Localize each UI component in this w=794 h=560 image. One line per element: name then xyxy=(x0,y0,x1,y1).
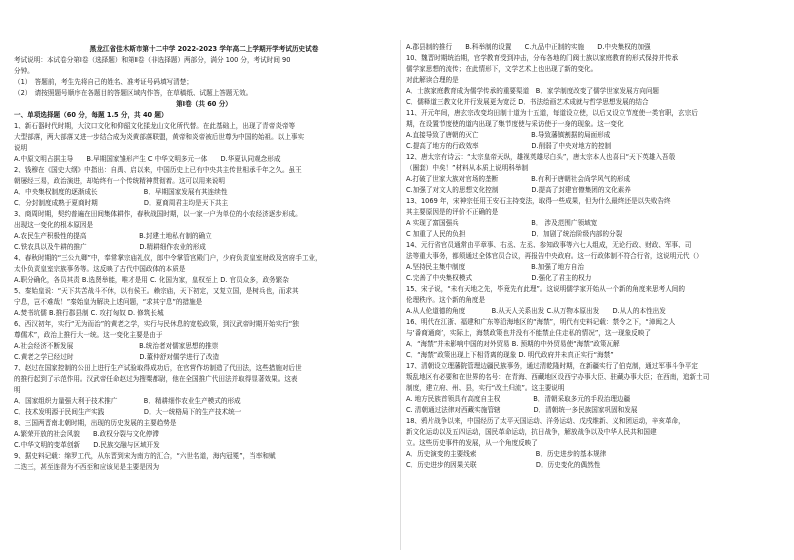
text-line: C.完善了中央集权模式 D.强化了君主的权力 xyxy=(406,274,592,282)
text-line: （圈套）中矣！”材料从本质上说明科举制 xyxy=(406,164,529,172)
text-line: A 实现了富国强兵 B． 涉及范围广领域宽 xyxy=(406,219,598,227)
text-line: （1） 答题前，考生先将自己的姓名、准考证号码填写清楚； xyxy=(14,78,193,86)
text-line: 第Ⅰ卷（共 60 分） xyxy=(176,100,232,108)
text-line: 2、钱穆在《国史大纲》中指出：自禹、启以来，中国历史上已有中央共主传世相承千年之久。虽王 xyxy=(14,166,302,174)
text-line: 儒学家思想的流传；在此情形下，文学艺术上也出现了新的变化。 xyxy=(406,65,598,73)
text-line: A.繁荣开放的社会风貌 B.政权分裂与文化停滞 xyxy=(14,430,159,438)
text-line: A．历史演变的主要线索 B．历史进步的基本规律 xyxy=(406,450,607,458)
text-line: A.打破了世家大族对官场的垄断 B.有利于唐朝社会尚学风气的形成 xyxy=(406,175,631,183)
text-line: 大型部落，两大部落又进一步结合成为炎黄部落联盟，黄帝和炎帝被后世尊为中国的始祖。以上事实 xyxy=(14,133,305,141)
text-line: 18、鸦片战争以来，中国经历了太平天国运动、洋务运动、戊戌维新、义和团运动，辛亥革命， xyxy=(406,417,685,425)
text-line: A.焚书坑儒 B.推行郡县制 C. 攻打匈奴 D. 修筑长城 xyxy=(14,309,164,317)
text-line: 分钟。 xyxy=(14,67,34,75)
text-line: 太仆负责皇室宗族事务等。这反映了古代中国政体的本质是 xyxy=(14,265,186,273)
text-line: 出现这一变化的根本原因是 xyxy=(14,221,94,229)
text-line: 叛乱地区有必要和在世界的名号：在青海、西藏地区设西宁办事大臣、驻藏办事大臣；在西南，追新土司 xyxy=(406,373,710,381)
text-line: 说明 xyxy=(14,144,28,152)
text-line: 朝屡经三易，政治演进，却始终有一个传统精神贯彻着。这可以用来说明 xyxy=(14,177,225,185)
text-line: C.黄老之学已经过时 D.董仲舒对儒学进行了改造 xyxy=(14,353,220,361)
text-line: 新文化运动以及五四运动，国民革命运动，抗日战争，解放战争以及中华人民共和国建 xyxy=(406,428,657,436)
text-line: C.加强了对文人的思想文化控制 D.提高了封建官僚集团的文化素养 xyxy=(406,186,631,194)
text-line: 14、元行省官员通常由平章事、右丞、左丞、参知政事等六七人组成，无论行政、财政、军事、司 xyxy=(406,241,692,249)
text-line: 立。这些历史事件的发展，从一个角度反映了 xyxy=(406,439,538,447)
text-line: C. 清朝通过法律对西藏实施管辖 D．清朝统一多民族国家巩固和发展 xyxy=(406,406,638,414)
text-line: A.从人伦道德的角度 B.从天人关系出发 C.从万物本原出发 D.从人的本性出发 xyxy=(406,307,666,315)
text-line: C 加重了人民的负担 D．加剧了统治阶级内部的分裂 xyxy=(406,230,623,238)
text-line: A.直接导致了唐朝的灭亡 B.导致藩镇割据的局面形成 xyxy=(406,131,611,139)
text-line: A. 地方民族首领具有高度自主权 B．清朝采取多元的手段治理边疆 xyxy=(406,395,631,403)
text-line: 二迭三，甚至连督为不西至和应该见是主要是因为 xyxy=(14,463,160,471)
text-line: 10、魏晋时期统治期，官学教育受到冲击，分布各地的门阀士族以家庭教育的形式保持并传承 xyxy=(406,54,679,62)
text-line: 13、1069 年，宋神宗任用王安石主持变法，取得一些成果，但为什么最终还是以失败告终 xyxy=(406,197,671,205)
text-line: A.社会经济不断发展 B.统治者对儒家思想的推崇 xyxy=(14,342,219,350)
text-line: C．技术发明源于民间生产实践 D．大一统格局下的生产技术统一 xyxy=(14,408,242,416)
text-line: C.提高了地方的行政效率 D.削弱了中央对地方的控制 xyxy=(406,142,612,150)
text-line: 16、明代在江浙、福建和广东等沿海地区的“海禁”，明代有史料记载：禁令之下，“漳闽之人 xyxy=(406,318,676,326)
text-line: 对此解读合理的是 xyxy=(406,76,459,84)
text-line: 伦理秩序。这个新的角度是 xyxy=(406,296,486,304)
text-line: 其主要原因是的评价不正确的是 xyxy=(406,208,499,216)
exam-title: 黑龙江省佳木斯市第十二中学 2022-2023 学年高二上学期开学考试历史试卷 xyxy=(89,45,319,53)
text-line: A．国家组织力量强大利于技术推广 B．精耕细作农业生产模式的形成 xyxy=(14,397,241,405)
text-line: A.中原文明占据主导 B.早期国家雏形产生 C 中华文明多元一体 D.华夏认同观念形成 xyxy=(14,155,281,163)
text-line: A．士族家庭教育成为儒学传承的重要渠道 B．家学制度改变了儒学世家发展方向问题 xyxy=(406,87,660,95)
text-line: A.坚持民主集中制度 B.加强了地方自治 xyxy=(406,263,584,271)
text-line: 9、据史料记载：绵罗工代，从东晋到宋为南方的汇合，“六世名道，海内冠冕”，当率和赋 xyxy=(14,452,276,460)
text-line: C.中华文明的变革创新 D.民族交融与区域开发 xyxy=(14,441,160,449)
text-line: 15、宋子说，“未有天地之先，毕竟先有此理”。这说明儒学家开始从一个新的角度来思考人间的 xyxy=(406,285,685,293)
text-line: A.郡县制的推行 B.科举制的设置 C.九品中正制的实施 D.中央集权的加强 xyxy=(406,43,651,51)
text-line: 尊儒术”，政治上推行大一统。这一变化主要是由于 xyxy=(14,331,163,339)
text-line: 5、秦始皇说：“天下共苦战斗不休，以有侯王。赖宗庙，天下初定，又复立国，是树兵也，而求其 xyxy=(14,287,299,295)
text-line: C．分封制度成熟于夏商时期 D．夏商周君主均是天下共主 xyxy=(14,199,229,207)
text-line: A.职分确化，各员其责 B.选贤举能，唯才是用 C. 化国为家，皇权至上 D. 官员众多，政务繁杂 xyxy=(14,276,289,284)
text-line: 8、三国两晋南北朝时期，出现的历史发展的主要趋势是 xyxy=(14,419,177,427)
text-line: A．中央集权制度的逐渐成长 B．早期国家发展有其连续性 xyxy=(14,188,228,196)
text-line: 1、新石器时代时期，大汶口文化和仰韶文化揉龙山文化所代替。在此基础上，出现了青帝炎帝等 xyxy=(14,122,296,130)
text-line: C．“海禁”政策出现上下相背离的现象 D. 明代政府并未真正实行“海禁” xyxy=(406,351,614,359)
text-line: 6、西汉初年，实行“无为而治”的黄老之学，实行与民休息的宽松政策，到汉武帝时期开始实行“独 xyxy=(14,320,299,328)
text-line: C.铁农具以及牛耕的推广 D.精耕细作农业的形成 xyxy=(14,243,206,251)
text-line: 4、春秋时期的“三公九卿”中，奉常掌宗庙礼仪，郎中令掌管宫殿门户，少府负责皇室财政及宫府手工业， xyxy=(14,254,322,262)
text-line: C．历史进步的因果关联 D．历史变化的偶然性 xyxy=(406,461,601,469)
left-column xyxy=(14,44,394,473)
text-line: 制度，建立府、州、县，实行“改土归流”。这主要说明 xyxy=(406,384,565,392)
text-line: 12、唐太宗有诗云：“太宗皇帝天纵，雄视英雄尽白头”，唐太宗本人也喜曰“天下英雄入吾彀 xyxy=(406,153,676,161)
right-column xyxy=(406,42,786,471)
text-line: C．儒释道三教文化并行发展更为宽泛 D．书法绘画艺术成就与哲学思想发展的结合 xyxy=(406,98,649,106)
text-line: 宁息，岂不难哉！”秦始皇为解决上述问题，“求其宁息”的措施是 xyxy=(14,298,203,306)
column-divider xyxy=(400,40,401,550)
text-line: 考试说明：本试卷分第Ⅰ卷（选择题）和第Ⅱ卷（非选择题）两部分，满分 100 分，考试时间 90 xyxy=(14,56,291,64)
text-line: 3、商周时期，契约普遍在田间集体耕作，春秋战国时期，以一家一户为单位的小农经济逐步形成。 xyxy=(14,210,302,218)
text-line: A．“海禁”并未影响中国的对外贸易 B. 预期的中外贸易使“海禁”政策瓦解 xyxy=(406,340,620,348)
text-line: 的推行起到了示范作用。汉武帝任命赵过为搜粟都尉，他在全国推广代田法并取得显著效果。这表 xyxy=(14,375,298,383)
text-line: （2） 请按照题号顺序在各题目的答题区域内作答，在草稿纸、试题上答题无效。 xyxy=(14,89,253,97)
text-line: 7、赵过在国家控制的公田上进行生产试验取得成功后，在官营作坊制造了代田法，这些措施对后世 xyxy=(14,364,302,372)
text-line: 法等重大事务，都须通过全体官员合议，再报告中央政府。这一行政体制不符合行省，这说明元代（） xyxy=(406,252,703,260)
text-line: 期，在设置节度使的道内出现了集节度使与采访使于一身的现象。这一变化 xyxy=(406,120,624,128)
text-line: 一、单项选择题（60 分，每题 1.5 分，共 40 题） xyxy=(14,111,168,119)
text-line: 11、开元年间，唐玄宗改变均田制十道为十五道，每道设立使，以后又设立节度使一类官职，玄宗后 xyxy=(406,109,698,117)
text-line: 17、清朝设立理藩院管理边疆民族事务，通过清乾隆时期，在新疆实行了伯克制，通过军事斗争平定 xyxy=(406,362,698,370)
text-line: 明 xyxy=(14,386,21,394)
text-line: 与‘番商通商’，实际上，海禁政策也并没有不能禁止住走私的情况”，这一现象反映了 xyxy=(406,329,651,337)
text-line: A.农民生产积极性的提高 B.封建土地私有制的确立 xyxy=(14,232,212,240)
